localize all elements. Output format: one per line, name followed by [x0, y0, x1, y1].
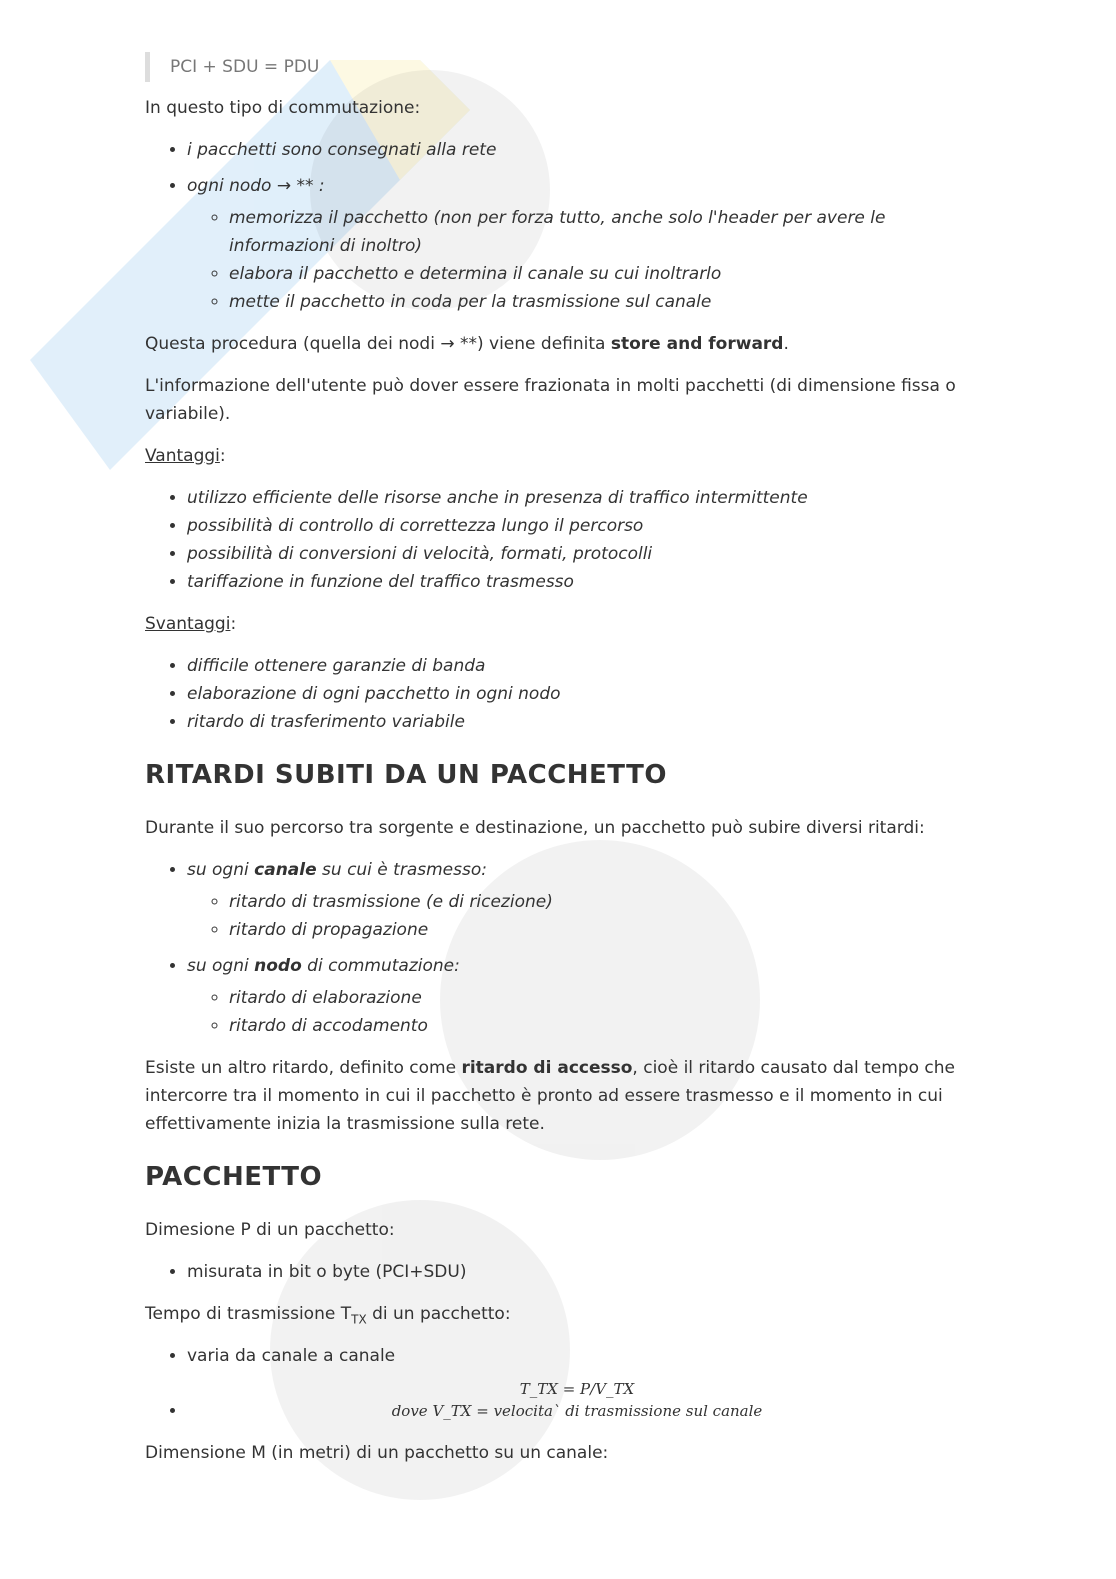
list-item-formula	[187, 1378, 975, 1425]
sublist-item: ◦ ritardo di propagazione	[229, 916, 975, 944]
svantaggi-label: Svantaggi	[145, 614, 231, 634]
canale-term: canale	[254, 860, 317, 880]
text-run: su ogni	[187, 956, 255, 976]
text-run: Questa procedura (quella dei nodi → **) viene definita	[145, 334, 611, 354]
list-item: • misurata in bit o byte (PCI+SDU)	[187, 1258, 975, 1286]
text-run: Esiste un altro ritardo, definito come	[145, 1058, 462, 1078]
dim-p-list	[145, 1258, 975, 1286]
canale-sublist	[187, 888, 975, 944]
vantaggi-list	[145, 484, 975, 596]
sublist-item: ◦ ritardo di accodamento	[229, 1012, 975, 1040]
list-item: • varia da canale a canale	[187, 1342, 975, 1370]
sublist-item: ◦ mette il pacchetto in coda per la trasmissione sul canale	[229, 288, 975, 316]
svantaggi-list	[145, 652, 975, 736]
nodo-term: nodo	[254, 956, 302, 976]
ttx-paragraph	[145, 1300, 975, 1328]
text-run: su cui è trasmesso:	[316, 860, 487, 880]
text-run: su ogni	[187, 860, 255, 880]
store-forward-term: store and forward	[610, 334, 784, 354]
sublist-item: ◦ memorizza il pacchetto (non per forza tutto, anche solo l'header per avere le informazioni di inoltro)	[229, 204, 975, 260]
info-paragraph: L'informazione dell'utente può dover essere frazionata in molti pacchetti (di dimensione fissa o variabile).	[145, 376, 956, 424]
ritardi-list	[145, 856, 975, 1040]
list-item: • tariffazione in funzione del traffico trasmesso	[187, 568, 975, 596]
text-run: di un pacchetto:	[366, 1304, 511, 1324]
blockquote: PCI + SDU = PDU	[145, 52, 975, 82]
text-run: di commutazione:	[301, 956, 460, 976]
intro-paragraph: In questo tipo di commutazione:	[145, 98, 421, 118]
list-item: • utilizzo efficiente delle risorse anche in presenza di traffico intermittente	[187, 484, 975, 512]
sublist-item: ◦ ritardo di trasmissione (e di ricezione)	[229, 888, 975, 916]
list-item-canale	[187, 856, 975, 944]
section-title-pacchetto: PACCHETTO	[145, 1162, 323, 1192]
nodo-sublist	[187, 204, 975, 316]
list-item: • difficile ottenere garanzie di banda	[187, 652, 975, 680]
ritardo-accesso-term: ritardo di accesso	[461, 1058, 633, 1078]
ttx-list	[145, 1342, 975, 1425]
svantaggi-heading: Svantaggi:	[145, 614, 237, 634]
list-item-nodo	[187, 952, 975, 1040]
list-item-ogni-nodo	[187, 172, 975, 316]
list-item: • possibilità di controllo di correttezza lungo il percorso	[187, 512, 975, 540]
text-run: .	[783, 334, 789, 354]
store-forward-paragraph	[145, 330, 975, 358]
formula-line-1: T_TX = P/V_TX	[519, 1380, 635, 1398]
formula-line-2: dove V_TX = velocitaˋ di trasmissione sul canale	[391, 1402, 763, 1420]
nodo-commutazione-sublist	[187, 984, 975, 1040]
list-item: • possibilità di conversioni di velocità, formati, protocolli	[187, 540, 975, 568]
list-item: • ritardo di trasferimento variabile	[187, 708, 975, 736]
ttx-subscript: TX	[351, 1312, 367, 1327]
accesso-paragraph	[145, 1054, 975, 1138]
commutazione-list	[145, 136, 975, 316]
section-title-ritardi: RITARDI SUBITI DA UN PACCHETTO	[145, 760, 667, 790]
list-item-label: ogni nodo → ** :	[187, 176, 325, 196]
document-page	[145, 52, 975, 1481]
list-item: • elaborazione di ogni pacchetto in ogni nodo	[187, 680, 975, 708]
formula-block	[187, 1378, 967, 1422]
text-run: Tempo di trasmissione T	[145, 1304, 352, 1324]
list-item: • i pacchetti sono consegnati alla rete	[187, 136, 975, 164]
sublist-item: ◦ elabora il pacchetto e determina il canale su cui inoltrarlo	[229, 260, 975, 288]
vantaggi-label: Vantaggi	[145, 446, 220, 466]
vantaggi-heading: Vantaggi:	[145, 446, 226, 466]
ritardi-intro: Durante il suo percorso tra sorgente e destinazione, un pacchetto può subire diversi ritardi:	[145, 818, 925, 838]
text-run: , cioè il ritardo causato dal tempo che intercorre tra il momento in cui il pacchetto è pronto ad essere trasmesso e il momento in cui effettivamente inizia la trasmissione sulla rete.	[145, 1058, 955, 1134]
sublist-item: ◦ ritardo di elaborazione	[229, 984, 975, 1012]
dim-p-paragraph: Dimesione P di un pacchetto:	[145, 1220, 395, 1240]
dim-m-paragraph: Dimensione M (in metri) di un pacchetto su un canale:	[145, 1443, 609, 1463]
